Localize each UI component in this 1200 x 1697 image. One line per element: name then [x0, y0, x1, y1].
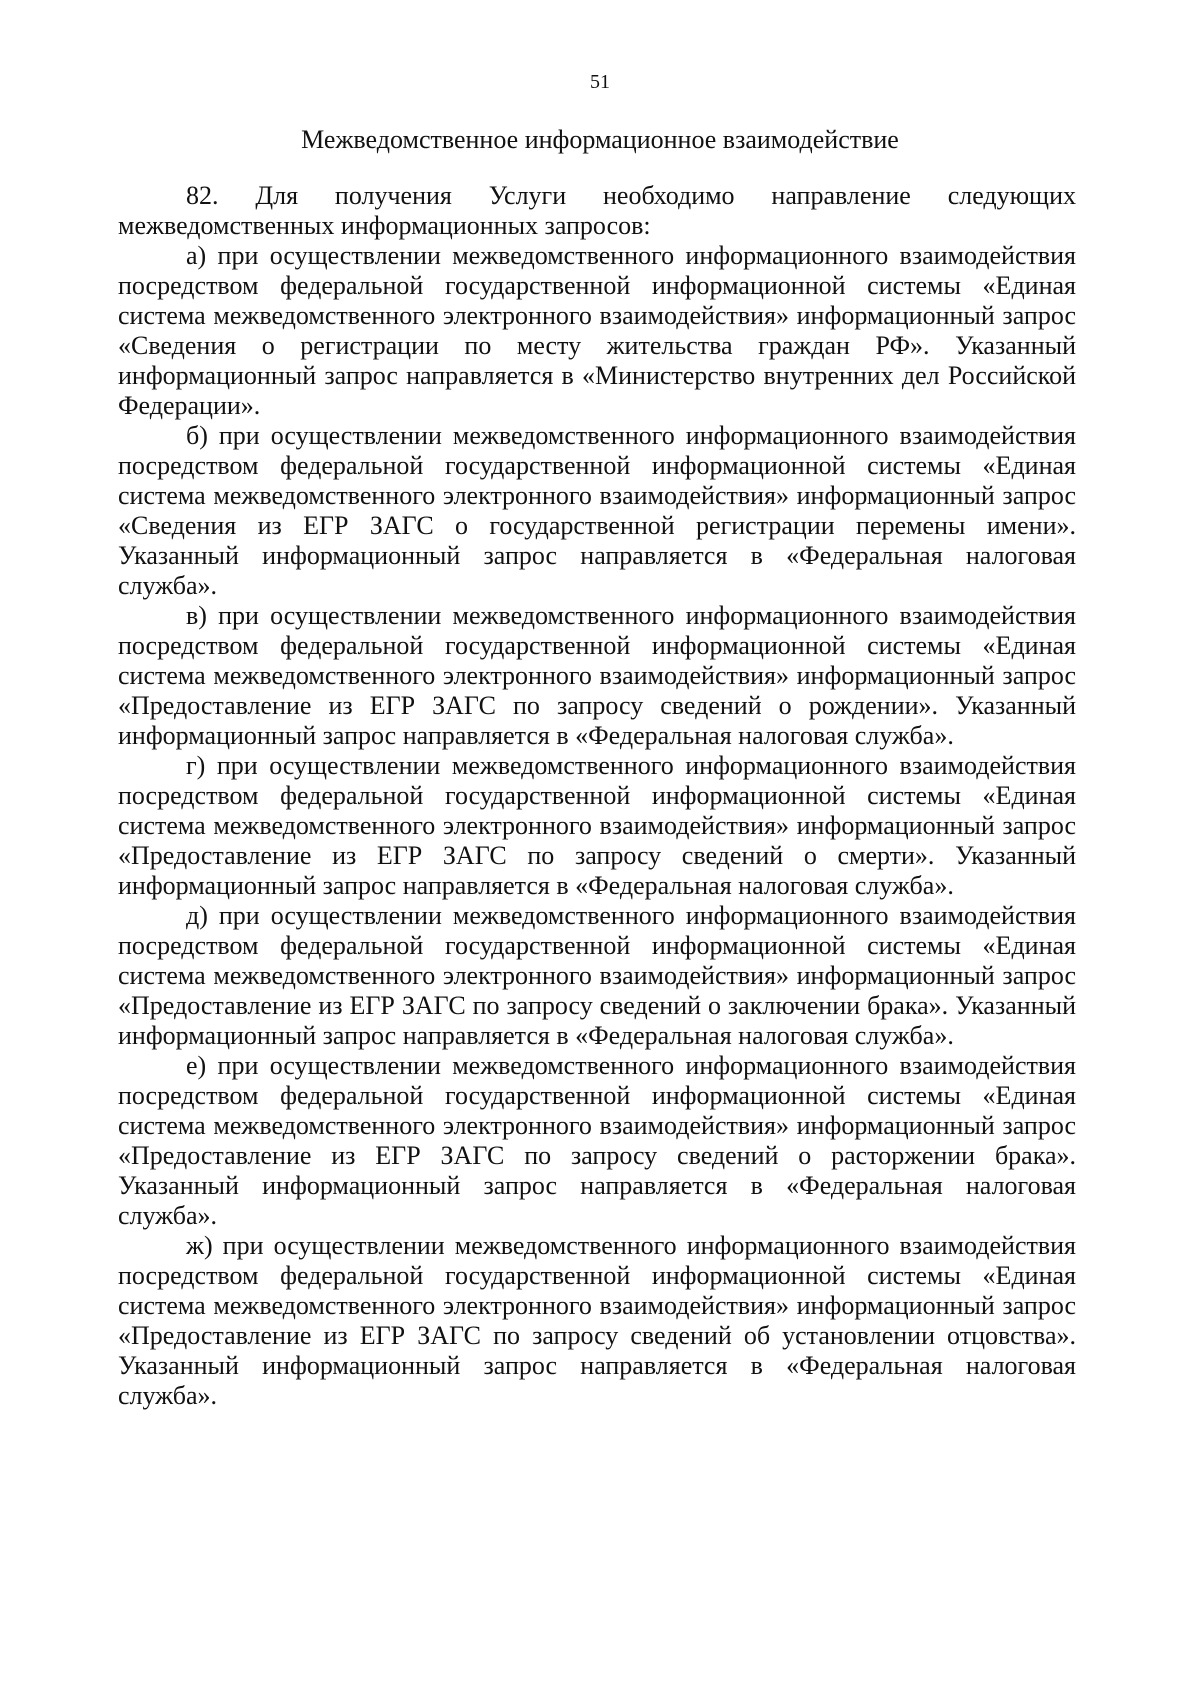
paragraph-item-v: в) при осуществлении межведомственного информационного взаимодействия посредством федеральной государственной информационной системы «Единая система межведомственного электронного взаимодействия» информационный запрос «Предоставление из ЕГР ЗАГС по запросу сведений о рождении». Указанный информационный запрос направляется в «Федеральная налоговая служба».	[118, 601, 1076, 750]
paragraph-item-e: е) при осуществлении межведомственного информационного взаимодействия посредством федеральной государственной информационной системы «Единая система межведомственного электронного взаимодействия» информационный запрос «Предоставление из ЕГР ЗАГС по запросу сведений о расторжении брака». Указанный информационный запрос направляется в «Федеральная налоговая служба».	[118, 1051, 1076, 1230]
page-number: 51	[590, 71, 610, 93]
paragraph-item-b: б) при осуществлении межведомственного информационного взаимодействия посредством федеральной государственной информационной системы «Единая система межведомственного электронного взаимодействия» информационный запрос «Сведения из ЕГР ЗАГС о государственной регистрации перемены имени». Указанный информационный запрос направляется в «Федеральная налоговая служба».	[118, 421, 1076, 600]
paragraph-item-a: а) при осуществлении межведомственного информационного взаимодействия посредством федеральной государственной информационной системы «Единая система межведомственного электронного взаимодействия» информационный запрос «Сведения о регистрации по месту жительства граждан РФ». Указанный информационный запрос направляется в «Министерство внутренних дел Российской Федерации».	[118, 241, 1076, 420]
paragraph-item-d: д) при осуществлении межведомственного информационного взаимодействия посредством федеральной государственной информационной системы «Единая система межведомственного электронного взаимодействия» информационный запрос «Предоставление из ЕГР ЗАГС по запросу сведений о заключении брака». Указанный информационный запрос направляется в «Федеральная налоговая служба».	[118, 901, 1076, 1050]
section-title: Межведомственное информационное взаимодействие	[301, 125, 899, 154]
paragraph-item-zh: ж) при осуществлении межведомственного информационного взаимодействия посредством федеральной государственной информационной системы «Единая система межведомственного электронного взаимодействия» информационный запрос «Предоставление из ЕГР ЗАГС по запросу сведений об установлении отцовства». Указанный информационный запрос направляется в «Федеральная налоговая служба».	[118, 1231, 1076, 1410]
paragraph-82-intro: 82. Для получения Услуги необходимо направление следующих межведомственных информационных запросов:	[118, 181, 1076, 240]
document-body	[118, 181, 1076, 1411]
paragraph-item-g: г) при осуществлении межведомственного информационного взаимодействия посредством федеральной государственной информационной системы «Единая система межведомственного электронного взаимодействия» информационный запрос «Предоставление из ЕГР ЗАГС по запросу сведений о смерти». Указанный информационный запрос направляется в «Федеральная налоговая служба».	[118, 751, 1076, 900]
